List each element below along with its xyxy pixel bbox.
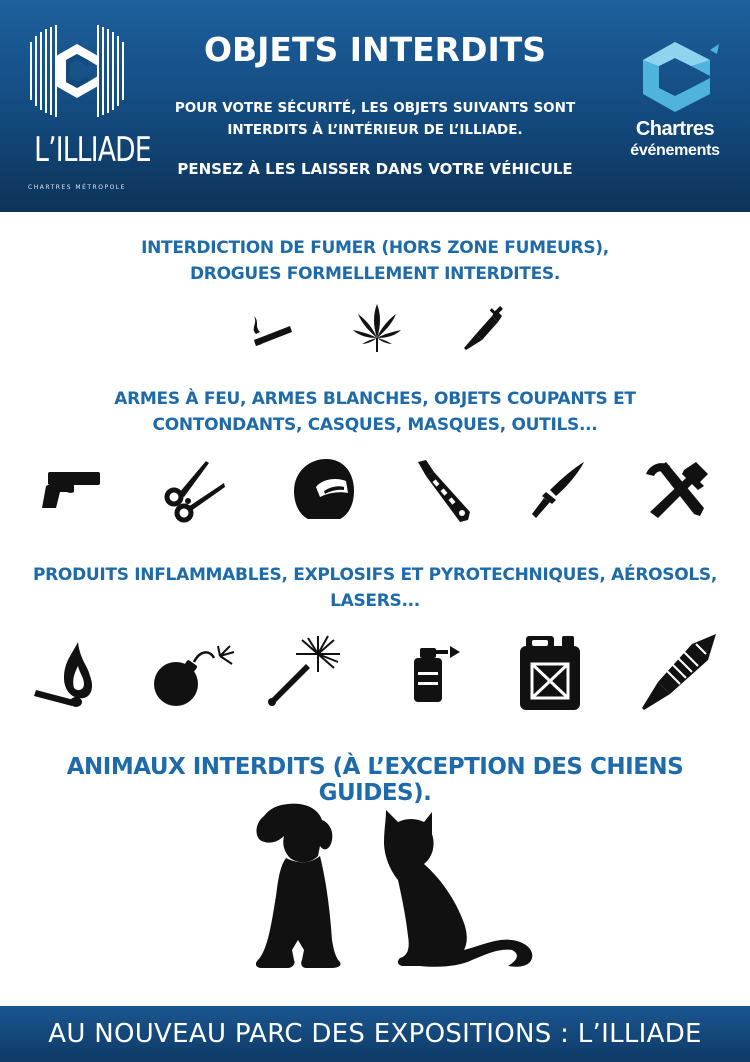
chartres-logo-name: Chartres <box>635 118 715 140</box>
weapons-heading-line-2: CONTONDANTS, CASQUES, MASQUES, OUTILS... <box>152 415 598 435</box>
chartres-logo <box>615 36 735 166</box>
animals-heading <box>10 754 740 806</box>
cigarette-icon <box>246 310 294 350</box>
cat-icon <box>380 808 536 970</box>
syringe-icon <box>462 304 506 352</box>
smoking-drugs-heading <box>10 235 740 287</box>
illiade-logo-name: L’ILLIADE <box>34 130 151 170</box>
match-icon <box>34 640 94 708</box>
illiade-logo-subtitle: CHARTRES MÉTROPOLE <box>28 184 126 191</box>
jerrycan-icon <box>518 634 582 712</box>
animals-heading-line-1: ANIMAUX INTERDITS (À L’EXCEPTION DES CHIENS GUIDES). <box>66 754 684 806</box>
intro-line-1: POUR VOTRE SÉCURITÉ, LES OBJETS SUIVANTS SONT <box>174 100 576 116</box>
sparkler-icon <box>266 634 342 706</box>
flammables-heading-line-1: PRODUITS INFLAMMABLES, EXPLOSIFS ET PYROTECHNIQUES, AÉROSOLS, <box>32 565 717 585</box>
header-banner <box>0 0 750 212</box>
scissors-icon <box>162 457 226 523</box>
intro-line-2: INTERDITS À L’INTÉRIEUR DE L’ILLIADE. <box>227 122 523 138</box>
chartres-logo-subtitle: événements <box>630 142 720 159</box>
helmet-icon <box>290 457 356 521</box>
tools-icon <box>644 460 710 520</box>
footer-text: AU NOUVEAU PARC DES EXPOSITIONS : L’ILLIADE <box>48 1019 702 1049</box>
knife-icon <box>530 460 586 520</box>
smoking-heading-line-1: INTERDICTION DE FUMER (HORS ZONE FUMEURS), <box>141 238 609 258</box>
illiade-logo <box>22 22 151 191</box>
intro-text <box>150 97 600 141</box>
flammables-heading-line-2: LASERS... <box>330 591 420 611</box>
bomb-icon <box>152 644 236 708</box>
gun-icon <box>38 466 102 512</box>
illiade-logo-icon <box>22 22 132 122</box>
cannabis-leaf-icon <box>352 302 402 354</box>
reminder-text: PENSEZ À LES LAISSER DANS VOTRE VÉHICULE <box>177 160 573 178</box>
smoking-heading-line-2: DROGUES FORMELLEMENT INTERDITES. <box>189 264 561 284</box>
cutter-icon <box>414 458 474 524</box>
page-title: OBJETS INTERDITS <box>203 30 547 69</box>
footer-banner <box>0 1006 750 1062</box>
firework-rocket-icon <box>640 632 720 712</box>
weapons-heading <box>10 386 740 438</box>
aerosol-icon <box>408 644 462 702</box>
dog-icon <box>248 800 344 970</box>
flammables-heading <box>10 562 740 614</box>
chartres-logo-icon <box>615 36 735 116</box>
weapons-heading-line-1: ARMES À FEU, ARMES BLANCHES, OBJETS COUPANTS ET <box>114 389 636 409</box>
